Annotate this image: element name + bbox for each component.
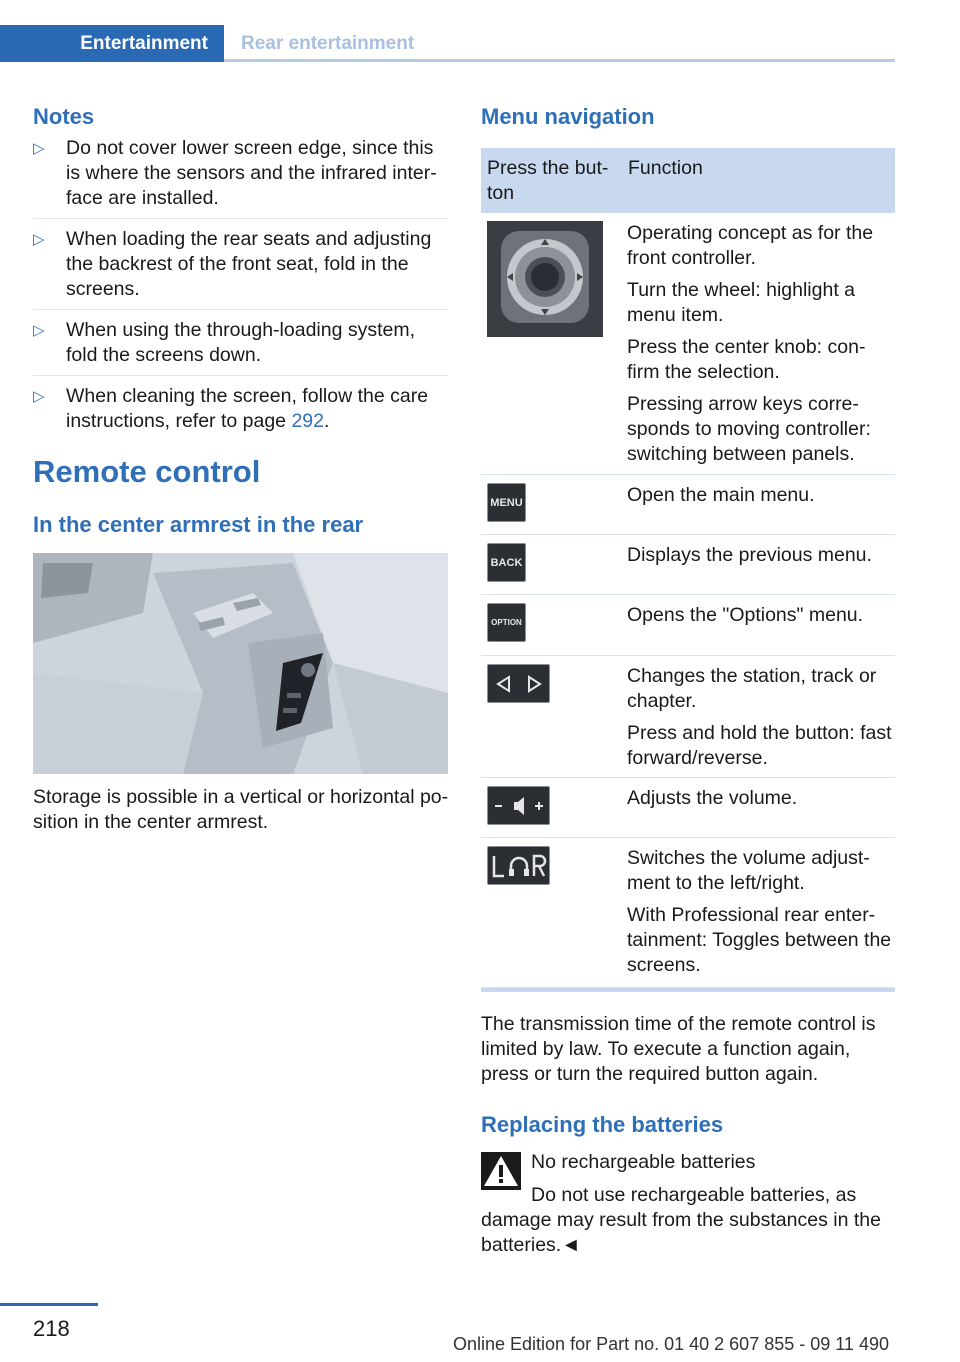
list-item: ▷ Do not cover lower screen edge, since this is where the sensors and the infrared inter-face are installed.	[33, 136, 448, 219]
transmission-paragraph: The transmission time of the remote control is limited by law. To execute a function again, press or turn the required button again.	[481, 1013, 876, 1085]
table-row: OPTION Opens the "Options" menu.	[481, 595, 895, 656]
triangle-bullet-icon: ▷	[33, 231, 45, 248]
triangle-bullet-icon: ▷	[33, 140, 45, 157]
back-button-icon: BACK	[487, 543, 526, 582]
header-divider	[224, 59, 895, 62]
table-header	[481, 148, 895, 213]
tab-rear-entertainment[interactable]: Rear entertainment	[241, 32, 415, 54]
menu-button-icon: MENU	[487, 483, 526, 522]
batteries-warning	[481, 1150, 895, 1258]
table-row: Changes the station, track or chapter. Press and hold the button: fast forward/reverse.	[481, 656, 895, 778]
page-number: 218	[33, 1316, 70, 1341]
list-item: ▷ When cleaning the screen, follow the care instructions, refer to page 292.	[33, 385, 429, 432]
batteries-line2: Do not use rechargeable batteries, as damage may result from the substances in the batteries.◄	[481, 1184, 881, 1256]
table-row: MENU Open the main menu.	[481, 475, 895, 535]
remote-control-heading: Remote control	[33, 454, 261, 489]
column-header-function: Function	[628, 157, 703, 179]
armrest-photo	[33, 553, 448, 774]
armrest-heading: In the center armrest in the rear	[33, 512, 364, 537]
batteries-line1: No rechargeable batteries	[531, 1151, 756, 1173]
page-link[interactable]: 292	[291, 410, 324, 432]
tab-entertainment[interactable]: Entertainment	[0, 25, 224, 62]
storage-paragraph: Storage is possible in a vertical or horizontal po-sition in the center armrest.	[33, 786, 449, 833]
skip-buttons-icon	[487, 664, 550, 703]
batteries-heading: Replacing the batteries	[481, 1112, 724, 1137]
volume-rocker-icon	[487, 786, 550, 825]
triangle-bullet-icon: ▷	[33, 388, 45, 405]
edition-footer: Online Edition for Part no. 01 40 2 607 855 - 09 11 490	[453, 1334, 889, 1354]
warning-triangle-icon	[481, 1152, 521, 1190]
table-row: Operating concept as for the front controller. Turn the wheel: highlight a menu item. Press the center knob: con-firm the selection. Pressing arrow keys corre-sponds to moving controller: switching between panels.	[481, 213, 895, 475]
option-button-icon: OPTION	[487, 603, 526, 642]
table-bottom-rule	[481, 988, 895, 992]
table-row: BACK Displays the previous menu.	[481, 535, 895, 595]
notes-heading: Notes	[33, 104, 95, 129]
table-row: Adjusts the volume.	[481, 778, 895, 838]
column-header-button: Press the but-ton	[487, 157, 609, 204]
list-item: ▷ When using the through-loading system, fold the screens down.	[33, 318, 448, 376]
footer-accent-line	[0, 1303, 98, 1306]
left-right-headphone-icon	[487, 846, 550, 885]
triangle-bullet-icon: ▷	[33, 322, 45, 339]
controller-icon	[487, 221, 603, 337]
page-header	[0, 0, 960, 62]
table-row: Switches the volume adjust-ment to the left/right. With Professional rear enter-tainment: Toggles between the screens.	[481, 838, 895, 988]
list-item: ▷ When loading the rear seats and adjusting the backrest of the front seat, fold in the screens.	[33, 227, 448, 310]
menu-navigation-heading: Menu navigation	[481, 104, 655, 129]
notes-list	[33, 136, 448, 449]
menu-navigation-table	[481, 148, 895, 992]
